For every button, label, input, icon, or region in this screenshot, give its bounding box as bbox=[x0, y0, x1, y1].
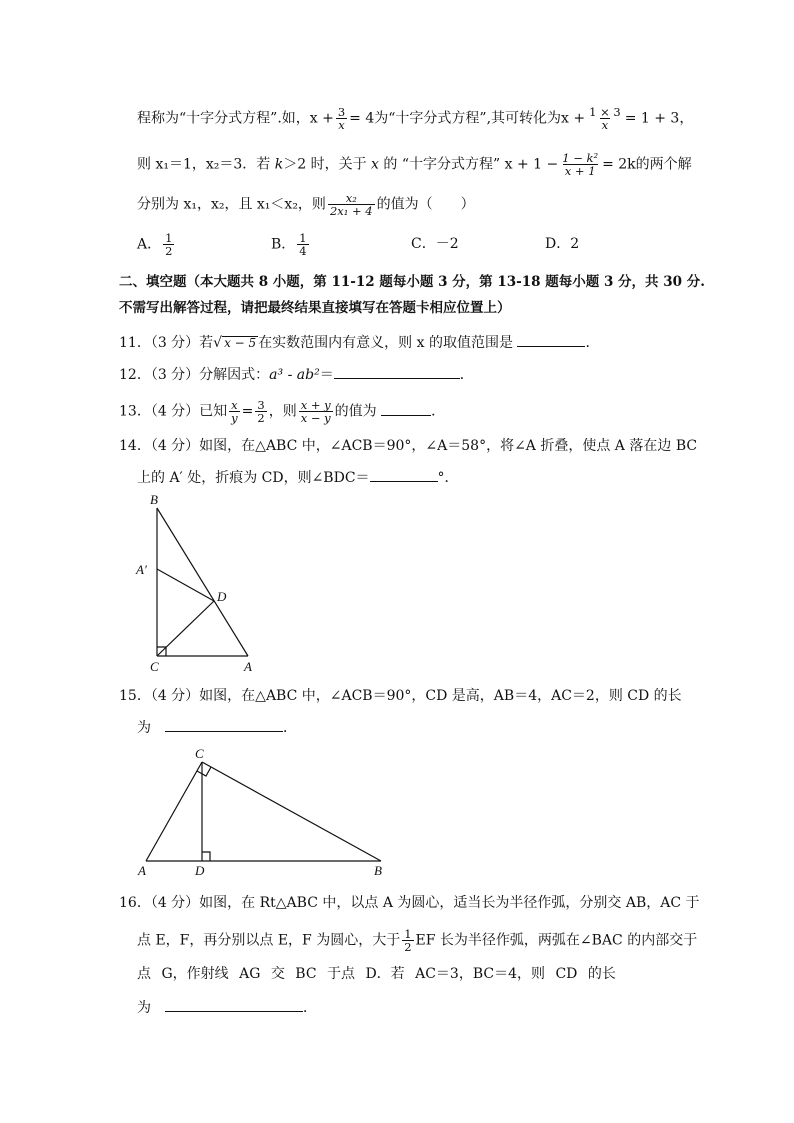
q12-expression: a³ - ab² bbox=[269, 367, 320, 383]
frac-num: x bbox=[231, 398, 238, 412]
q14-line1: 14．（4 分）如图，在△ABC 中，∠ACB＝90°，∠A＝58°，将∠A 折叠，使点 A 落在边 BC bbox=[119, 438, 698, 454]
frac-num: 3 bbox=[337, 105, 346, 119]
q11-end: ． bbox=[585, 335, 600, 351]
option-label: C． bbox=[411, 236, 436, 252]
line-a1d bbox=[157, 569, 214, 601]
q10-text: 的值为（ ） bbox=[376, 196, 475, 213]
q13-frac2 bbox=[255, 399, 266, 424]
q15-line1: 15．（4 分）如图，在△ABC 中，∠ACB＝90°，CD 是高，AB＝4，AC＝2，则 CD 的长 bbox=[119, 688, 682, 704]
q10-text: 分别为 x₁，x₂，且 x₁＜x₂，则 bbox=[137, 196, 326, 213]
q10-text: 则 x₁＝1，x₂＝3．若 bbox=[137, 156, 271, 173]
frac-den: y bbox=[231, 411, 238, 425]
frac-den: 2x₁ + 4 bbox=[329, 204, 373, 218]
q13-text: 的值为 bbox=[334, 403, 377, 420]
option-d bbox=[545, 234, 579, 254]
sqrt-sign: √ bbox=[213, 335, 223, 351]
option-text: 2 bbox=[570, 236, 580, 252]
label-d: D bbox=[217, 589, 227, 604]
option-b bbox=[271, 232, 311, 257]
q16-frac bbox=[402, 928, 413, 953]
q16-text: 点 E，F，再分别以点 E，F 为圆心，大于 bbox=[137, 932, 401, 949]
frac-den: x bbox=[601, 118, 609, 132]
q10-frac4 bbox=[328, 192, 375, 217]
frac-num: 3 bbox=[257, 398, 265, 412]
right-angle-mark-d bbox=[202, 852, 210, 861]
option-label: B． bbox=[271, 236, 296, 253]
q14-figure bbox=[130, 490, 270, 675]
q16-line3: 点 G，作射线 AG 交 BC 于点 D．若 AC＝3，BC＝4，则 CD 的长 bbox=[137, 966, 616, 982]
q13-text: ，则 bbox=[268, 403, 297, 420]
label-b: B bbox=[374, 863, 382, 877]
q15-line2 bbox=[137, 717, 297, 738]
q10-var-x: x bbox=[371, 156, 379, 173]
q13-frac1 bbox=[229, 399, 240, 424]
section2-instructions: 不需写出解答过程，请把最终结果直接填写在答题卡相应位置上） bbox=[119, 300, 511, 316]
q11 bbox=[119, 332, 599, 353]
q10-frac2 bbox=[587, 106, 623, 131]
q10-line1 bbox=[137, 106, 693, 131]
q16-end: ． bbox=[303, 1000, 317, 1016]
q12-end: ． bbox=[459, 367, 474, 383]
q10-frac3 bbox=[560, 152, 600, 177]
q10-text: = 2k的两个解 bbox=[602, 156, 692, 173]
q14-text: 上的 A′ 处，折痕为 CD，则∠BDC＝ bbox=[137, 470, 370, 486]
q16-text: EF 长为半径作弧，两弧在∠BAC 的内部交于 bbox=[415, 932, 698, 949]
option-label: D． bbox=[545, 236, 571, 252]
section2-heading: 二、填空题（本大题共 8 小题，第 11-12 题每小题 3 分，第 13-18 题每小题 3 分，共 30 分. bbox=[119, 274, 705, 290]
frac-den: 2 bbox=[165, 244, 173, 258]
label-a: A bbox=[138, 863, 146, 877]
frac-num: 1 bbox=[299, 231, 307, 245]
frac-den: x − y bbox=[300, 411, 331, 425]
option-frac bbox=[297, 232, 308, 257]
q12 bbox=[119, 364, 474, 385]
q10-text: 的 “十字分式方程” x + 1 − bbox=[383, 156, 559, 173]
label-c: C bbox=[195, 746, 204, 761]
q13-eq: = bbox=[241, 403, 254, 420]
label-a-prime: A′ bbox=[136, 562, 147, 577]
q11-text: 11．（3 分）若 bbox=[119, 335, 214, 351]
q12-eq: ＝ bbox=[319, 367, 334, 383]
right-angle-mark-c bbox=[197, 767, 211, 776]
q12-text: 12．（3 分）分解因式： bbox=[119, 367, 270, 383]
q10-text: = 4为“十字分式方程”,其可转化为x + bbox=[349, 110, 586, 127]
option-text: －2 bbox=[435, 236, 459, 252]
q13-frac3 bbox=[299, 399, 333, 424]
q16-line1: 16．（4 分）如图，在 Rt△ABC 中，以点 A 为圆心，适当长为半径作弧，分别交 AB，AC 于 bbox=[119, 895, 700, 911]
label-a: A bbox=[244, 659, 252, 674]
q15-text: 为 bbox=[137, 720, 151, 736]
q10-text: ＞2 时，关于 bbox=[283, 156, 367, 173]
q13 bbox=[119, 399, 445, 424]
q12-answer-blank[interactable] bbox=[334, 364, 460, 379]
q16-answer-blank[interactable] bbox=[165, 997, 303, 1012]
frac-num: x + y bbox=[300, 398, 331, 412]
option-a bbox=[137, 232, 176, 257]
frac-den: x bbox=[338, 118, 345, 132]
q13-end: ． bbox=[431, 403, 446, 420]
label-c: C bbox=[150, 659, 159, 674]
frac-den: 2 bbox=[257, 411, 265, 425]
label-d: D bbox=[195, 863, 205, 877]
side-cb bbox=[202, 762, 381, 861]
option-frac bbox=[163, 232, 174, 257]
frac-num: x₂ bbox=[345, 191, 357, 205]
side-ba bbox=[157, 508, 248, 656]
q16-line2 bbox=[137, 928, 697, 953]
q14-answer-blank[interactable] bbox=[370, 467, 438, 482]
q10-line3 bbox=[137, 192, 475, 217]
q10-text: = 1 + 3， bbox=[624, 110, 694, 127]
q14-end: °． bbox=[437, 470, 459, 486]
frac-num: 1 − k² bbox=[562, 151, 599, 165]
q11-text: 在实数范围内有意义，则 x 的取值范围是 bbox=[258, 335, 513, 351]
option-c bbox=[411, 234, 459, 254]
q10-line2 bbox=[137, 152, 692, 177]
q11-answer-blank[interactable] bbox=[517, 332, 585, 347]
q15-answer-blank[interactable] bbox=[165, 717, 283, 732]
q16-text: 为 bbox=[137, 1000, 151, 1016]
q15-figure bbox=[134, 742, 394, 877]
q14-line2 bbox=[137, 467, 459, 488]
frac-num: 1 bbox=[404, 927, 412, 941]
q13-answer-blank[interactable] bbox=[381, 401, 431, 416]
q11-radicand: x − 5 bbox=[224, 336, 257, 350]
frac-num: 1 bbox=[165, 231, 173, 245]
label-b: B bbox=[150, 492, 158, 507]
option-label: A． bbox=[137, 236, 162, 253]
q16-line4 bbox=[137, 997, 317, 1018]
q10-var-k: k bbox=[274, 156, 284, 173]
q13-text: 13．（4 分）已知 bbox=[119, 403, 228, 420]
frac-den: x + 1 bbox=[564, 164, 596, 178]
q10-text: 程称为“十字分式方程”.如，x + bbox=[137, 110, 334, 127]
frac-den: 4 bbox=[299, 244, 307, 258]
q15-end: ． bbox=[283, 720, 297, 736]
side-ac bbox=[146, 762, 202, 861]
q10-frac1 bbox=[336, 106, 347, 131]
frac-num: 1 × 3 bbox=[589, 105, 621, 119]
frac-den: 2 bbox=[404, 940, 412, 954]
